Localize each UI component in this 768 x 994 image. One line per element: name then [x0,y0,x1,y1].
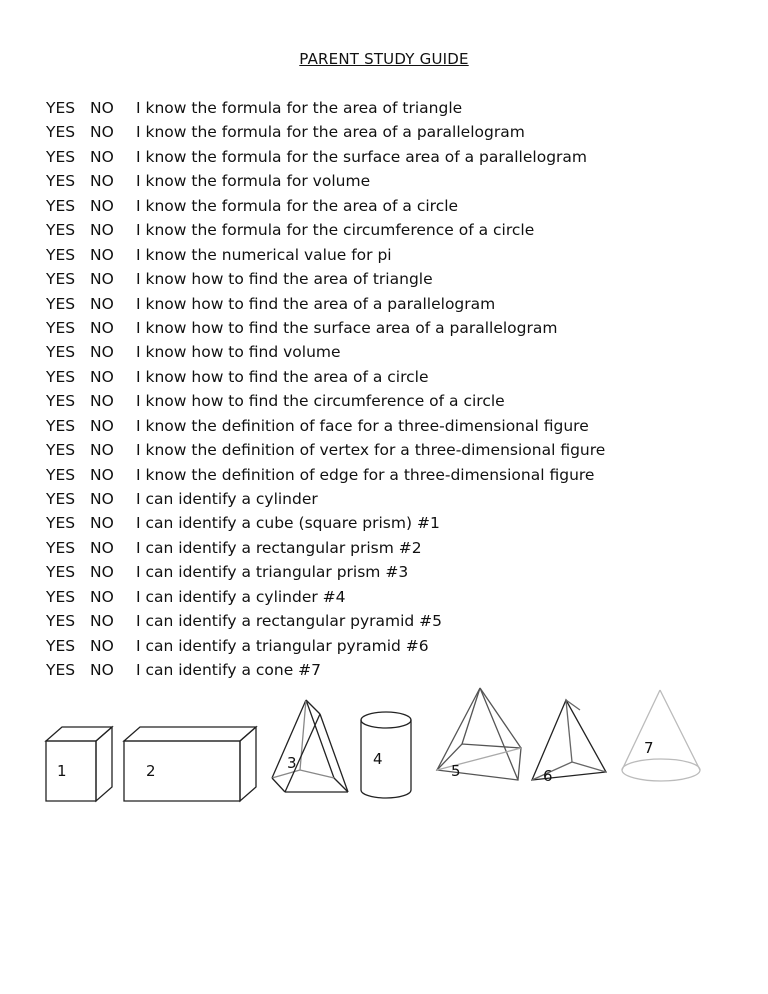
yes-option[interactable]: YES [46,196,76,215]
cylinder-figure [361,712,411,798]
no-option[interactable]: NO [90,392,114,411]
checklist-row [46,316,746,340]
yes-option[interactable]: YES [46,221,76,240]
checklist-statement: I know how to find the area of a parallelogram [136,294,496,313]
checklist-statement: I can identify a triangular pyramid #6 [136,636,429,655]
checklist-row [46,145,746,169]
shape-figures [0,680,768,820]
no-option[interactable]: NO [90,172,114,191]
no-option[interactable]: NO [90,563,114,582]
no-option[interactable]: NO [90,318,114,337]
cube-figure [46,727,112,801]
no-option[interactable]: NO [90,441,114,460]
no-option[interactable]: NO [90,196,114,215]
checklist-row [46,292,746,316]
yes-option[interactable]: YES [46,172,76,191]
triangular-prism-figure [272,700,348,792]
checklist-row [46,609,746,633]
checklist-statement: I know the formula for the area of triangle [136,99,463,117]
yes-option[interactable]: YES [46,661,76,680]
no-option[interactable]: NO [90,270,114,289]
yes-option[interactable]: YES [46,147,76,166]
yes-option[interactable]: YES [46,538,76,557]
checklist-row [46,267,746,291]
shape-label-2: 2 [146,762,156,780]
no-option[interactable]: NO [90,147,114,166]
checklist-statement: I can identify a rectangular prism #2 [136,538,422,557]
no-option[interactable]: NO [90,367,114,386]
rectangular-pyramid-figure [437,688,521,780]
yes-option[interactable]: YES [46,99,76,117]
yes-option[interactable]: YES [46,367,76,386]
checklist-row [46,194,746,218]
no-option[interactable]: NO [90,587,114,606]
no-option[interactable]: NO [90,636,114,655]
yes-option[interactable]: YES [46,416,76,435]
no-option[interactable]: NO [90,245,114,264]
yes-option[interactable]: YES [46,587,76,606]
checklist-row [46,463,746,487]
no-option[interactable]: NO [90,99,114,117]
checklist-row [46,120,746,144]
yes-option[interactable]: YES [46,343,76,362]
checklist-statement: I can identify a rectangular pyramid #5 [136,612,443,631]
checklist-row [46,365,746,389]
checklist-statement: I know the formula for the area of a parallelogram [136,123,525,142]
checklist-row [46,536,746,560]
no-option[interactable]: NO [90,538,114,557]
checklist-statement: I know the definition of vertex for a three-dimensional figure [136,441,606,460]
yes-option[interactable]: YES [46,514,76,533]
checklist-statement: I know how to find the area of a circle [136,367,429,386]
no-option[interactable]: NO [90,343,114,362]
checklist-row [46,487,746,511]
checklist-statement: I know the formula for the area of a circle [136,196,459,215]
yes-option[interactable]: YES [46,490,76,508]
no-option[interactable]: NO [90,490,114,508]
checklist-row [46,169,746,193]
checklist-row [46,340,746,364]
yes-option[interactable]: YES [46,294,76,313]
checklist-row [46,389,746,413]
checklist-statement: I can identify a triangular prism #3 [136,563,409,582]
shape-label-6: 6 [543,767,553,785]
yes-option[interactable]: YES [46,392,76,411]
checklist-statement: I know the definition of face for a three-dimensional figure [136,416,589,435]
yes-option[interactable]: YES [46,270,76,289]
shapes-drawing [0,680,768,820]
checklist-statement: I can identify a cylinder [136,490,318,508]
shape-label-1: 1 [57,762,67,780]
checklist-row [46,511,746,535]
checklist-statement: I can identify a cylinder #4 [136,587,346,606]
checklist-row [46,585,746,609]
checklist-statement: I know the definition of edge for a three-dimensional figure [136,465,595,484]
no-option[interactable]: NO [90,221,114,240]
cone-figure [622,690,700,781]
checklist-statement: I know how to find the area of triangle [136,270,433,289]
yes-option[interactable]: YES [46,612,76,631]
yes-option[interactable]: YES [46,123,76,142]
checklist-row [46,218,746,242]
checklist-row [46,96,746,120]
yes-option[interactable]: YES [46,318,76,337]
checklist-statement: I can identify a cone #7 [136,661,322,680]
checklist-statement: I can identify a cube (square prism) #1 [136,514,440,533]
yes-option[interactable]: YES [46,636,76,655]
yes-option[interactable]: YES [46,245,76,264]
checklist-row [46,243,746,267]
checklist-statement: I know the numerical value for pi [136,245,392,264]
no-option[interactable]: NO [90,416,114,435]
checklist [46,96,746,683]
shape-label-7: 7 [644,739,654,757]
no-option[interactable]: NO [90,465,114,484]
no-option[interactable]: NO [90,294,114,313]
page-title: PARENT STUDY GUIDE [299,50,469,68]
yes-option[interactable]: YES [46,441,76,460]
checklist-statement: I know how to find the circumference of a circle [136,392,505,411]
checklist-row [46,634,746,658]
no-option[interactable]: NO [90,612,114,631]
no-option[interactable]: NO [90,661,114,680]
checklist-row [46,560,746,584]
checklist-statement: I know the formula for the circumference of a circle [136,221,535,240]
rectangular-prism-figure [124,727,256,801]
checklist-row [46,658,746,682]
yes-option[interactable]: YES [46,465,76,484]
no-option[interactable]: NO [90,514,114,533]
yes-option[interactable]: YES [46,563,76,582]
checklist-row [46,438,746,462]
checklist-row [46,414,746,438]
no-option[interactable]: NO [90,123,114,142]
checklist-statement: I know the formula for the surface area of a parallelogram [136,147,587,166]
checklist-statement: I know how to find volume [136,343,341,362]
checklist-statement: I know how to find the surface area of a parallelogram [136,318,558,337]
shape-label-3: 3 [287,754,297,772]
shape-label-4: 4 [373,750,383,768]
shape-label-5: 5 [451,762,461,780]
checklist-statement: I know the formula for volume [136,172,371,191]
